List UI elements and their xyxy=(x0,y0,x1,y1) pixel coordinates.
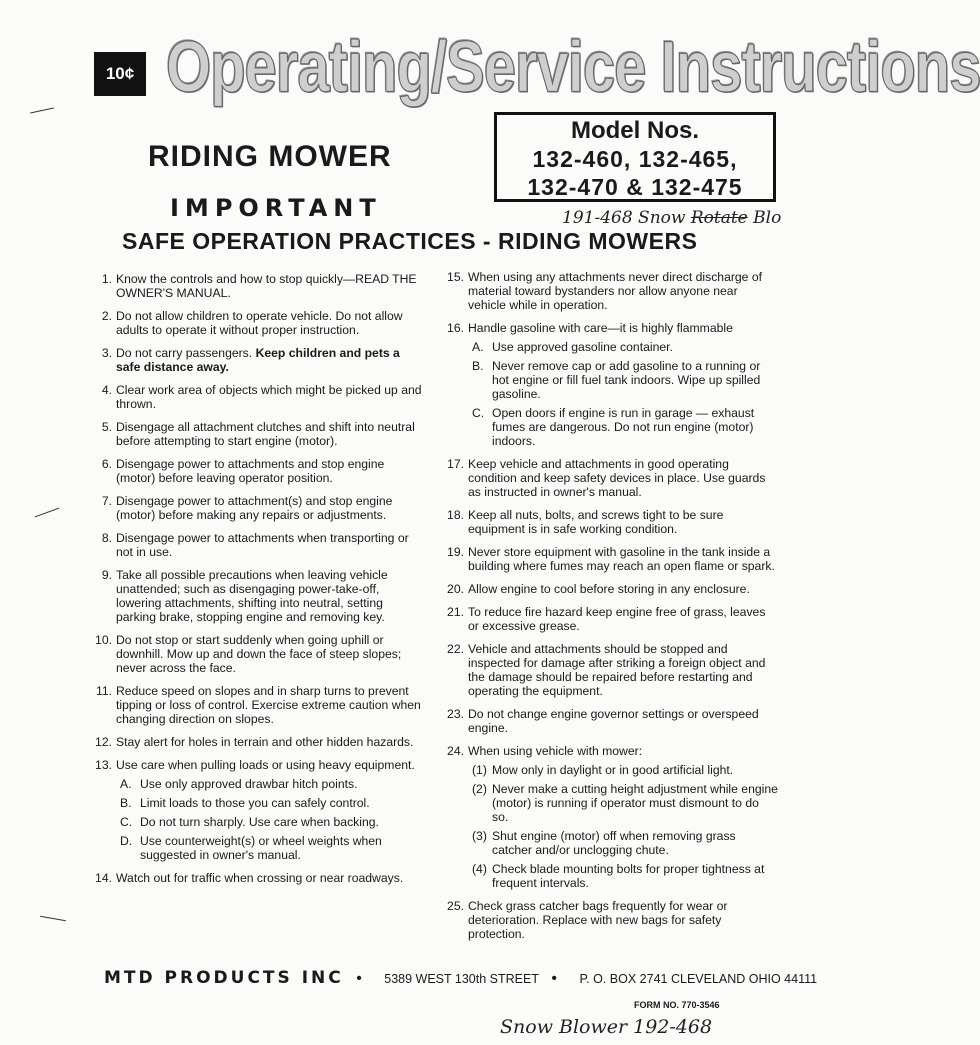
item-text xyxy=(468,582,778,596)
sub-item xyxy=(116,815,424,829)
sub-item-text: Open doors if engine is run in garage — exhaust fumes are dangerous. Do not run engine (motor) indoors. xyxy=(492,406,755,448)
item-number: 8. xyxy=(101,531,112,545)
sub-item xyxy=(468,406,778,448)
sub-item xyxy=(468,763,778,777)
item-number: 6. xyxy=(101,457,112,471)
sub-item xyxy=(116,796,424,810)
item-number: 16. xyxy=(447,321,464,335)
item-text xyxy=(468,605,778,633)
item-text-main: Stay alert for holes in terrain and other hidden hazards. xyxy=(116,735,414,749)
item-text xyxy=(116,531,424,559)
item-text-main: Do not allow children to operate vehicle. Do not allow adults to operate it without proper instruction. xyxy=(116,309,403,337)
product-name: RIDING MOWER xyxy=(148,140,392,173)
list-item xyxy=(92,758,424,862)
bullet-separator: • xyxy=(551,970,558,987)
list-item xyxy=(92,309,424,337)
item-text-main: Vehicle and attachments should be stopped and inspected for damage after striking a foreign object and the damage should be repaired before restarting and operating the equipment. xyxy=(468,642,766,698)
handwritten-note-bottom: Snow Blower 192-468 xyxy=(500,1016,713,1038)
important-label: IMPORTANT xyxy=(170,194,382,222)
sub-item-label: A. xyxy=(472,340,484,354)
sub-item xyxy=(468,862,778,890)
item-text xyxy=(116,346,424,374)
list-item xyxy=(444,605,778,633)
sub-item xyxy=(468,340,778,354)
company-name: MTD PRODUCTS INC xyxy=(104,968,344,988)
item-text-main: Keep vehicle and attachments in good operating condition and keep safety devices in place. Use guards as instructed in owner's manual. xyxy=(468,457,766,499)
model-numbers-box xyxy=(494,112,776,202)
sub-item xyxy=(116,777,424,791)
price-label: 10¢ xyxy=(94,52,146,96)
item-number: 12. xyxy=(95,735,112,749)
list-item xyxy=(92,735,424,749)
item-number: 20. xyxy=(447,582,464,596)
item-text xyxy=(468,270,778,312)
item-number: 13. xyxy=(95,758,112,772)
list-item xyxy=(92,568,424,624)
margin-mark xyxy=(30,108,54,114)
model-line-1: 132-460, 132-465, xyxy=(532,146,738,172)
item-number: 7. xyxy=(101,494,112,508)
item-text-main: To reduce fire hazard keep engine free of grass, leaves or excessive grease. xyxy=(468,605,766,633)
po-box-address: P. O. BOX 2741 CLEVELAND OHIO 44111 xyxy=(579,972,818,986)
item-text xyxy=(116,383,424,411)
item-number: 4. xyxy=(101,383,112,397)
item-text-main: Watch out for traffic when crossing or near roadways. xyxy=(116,871,404,885)
margin-mark xyxy=(35,508,60,518)
item-text xyxy=(116,309,424,337)
sub-item-label: A. xyxy=(120,777,132,791)
model-heading: Model Nos. xyxy=(570,117,699,144)
item-text-main: Disengage power to attachments when transporting or not in use. xyxy=(116,531,409,559)
item-text xyxy=(468,899,778,941)
footer-address xyxy=(104,968,818,988)
item-number: 3. xyxy=(101,346,112,360)
list-item xyxy=(92,684,424,726)
item-text xyxy=(116,871,424,885)
list-item xyxy=(92,420,424,448)
item-number: 23. xyxy=(447,707,464,721)
handwritten-note-struck: Rotate xyxy=(690,208,748,228)
sub-item-label: (1) xyxy=(472,763,487,777)
sub-item-label: (4) xyxy=(472,862,487,876)
item-number: 22. xyxy=(447,642,464,656)
list-item xyxy=(444,899,778,941)
item-text xyxy=(468,744,778,758)
list-item xyxy=(444,582,778,596)
sub-item-text: Use only approved drawbar hitch points. xyxy=(140,777,358,791)
item-text xyxy=(116,633,424,675)
item-number: 19. xyxy=(447,545,464,559)
item-number: 18. xyxy=(447,508,464,522)
item-text xyxy=(468,508,778,536)
sub-item-text: Mow only in daylight or in good artificial light. xyxy=(492,763,734,777)
item-text xyxy=(116,758,424,772)
item-text-main: Never store equipment with gasoline in the tank inside a building where fumes may reach an open flame or spark. xyxy=(468,545,775,573)
street-address: 5389 WEST 130th STREET xyxy=(384,972,539,986)
item-text xyxy=(116,494,424,522)
list-item xyxy=(92,346,424,374)
item-number: 1. xyxy=(101,272,112,286)
item-number: 9. xyxy=(101,568,112,582)
sub-item-text: Use approved gasoline container. xyxy=(492,340,673,354)
sub-item-label: (2) xyxy=(472,782,487,796)
item-text xyxy=(116,272,424,300)
item-text xyxy=(116,457,424,485)
sub-item-label: (3) xyxy=(472,829,487,843)
sub-item-label: B. xyxy=(472,359,484,373)
section-heading: SAFE OPERATION PRACTICES - RIDING MOWERS xyxy=(122,228,698,254)
item-text xyxy=(468,545,778,573)
item-text xyxy=(468,321,778,335)
list-item xyxy=(92,871,424,885)
sub-item-label: C. xyxy=(472,406,485,420)
list-item xyxy=(444,707,778,735)
item-text-main: Handle gasoline with care—it is highly flammable xyxy=(468,321,733,335)
item-text xyxy=(116,684,424,726)
list-item xyxy=(92,272,424,300)
item-number: 21. xyxy=(447,605,464,619)
item-number: 15. xyxy=(447,270,464,284)
item-number: 17. xyxy=(447,457,464,471)
item-text-main: When using any attachments never direct discharge of material toward bystanders nor allow anyone near vehicle while in operation. xyxy=(468,270,763,312)
handwritten-note-suffix: Blo xyxy=(753,208,782,228)
item-text-main: Keep all nuts, bolts, and screws tight to be sure equipment is in safe working condition. xyxy=(468,508,724,536)
item-text xyxy=(116,735,424,749)
sub-item-text: Shut engine (motor) off when removing grass catcher and/or unclogging chute. xyxy=(492,829,736,857)
item-number: 10. xyxy=(95,633,112,647)
item-number: 24. xyxy=(447,744,464,758)
sub-item-text: Limit loads to those you can safely control. xyxy=(140,796,370,810)
item-number: 5. xyxy=(101,420,112,434)
item-text-main: Disengage power to attachments and stop engine (motor) before leaving operator position. xyxy=(116,457,385,485)
sub-item xyxy=(468,782,778,824)
sub-item-text: Never remove cap or add gasoline to a running or hot engine or fill fuel tank indoors. Wipe up spilled gasoline. xyxy=(492,359,761,401)
list-item xyxy=(92,494,424,522)
item-number: 2. xyxy=(101,309,112,323)
item-text-main: When using vehicle with mower: xyxy=(468,744,643,758)
item-text-main: Reduce speed on slopes and in sharp turns to prevent tipping or loss of control. Exercise extreme caution when changing direction on slopes. xyxy=(116,684,421,726)
item-text xyxy=(468,642,778,698)
practices-column-left xyxy=(92,272,424,894)
item-text-main: Do not stop or start suddenly when going uphill or downhill. Mow up and down the face of steep slopes; never across the face. xyxy=(116,633,402,675)
item-text xyxy=(116,568,424,624)
item-text-emphasis: Keep children and pets a safe distance away. xyxy=(116,346,400,374)
sub-item-label: C. xyxy=(120,815,133,829)
item-text-main: Take all possible precautions when leaving vehicle unattended; such as disengaging power-take-off, lowering attachments, shifting into neutral, setting parking brake, stopping engine and removing key. xyxy=(116,568,388,624)
item-text-main: Do not carry passengers. xyxy=(116,346,253,360)
handwritten-note-prefix: 191-468 Snow xyxy=(562,208,686,228)
form-number: FORM NO. 770-3546 xyxy=(634,1000,720,1010)
sub-item-label: B. xyxy=(120,796,132,810)
sub-item-label: D. xyxy=(120,834,133,848)
handwritten-note-top xyxy=(562,208,781,228)
sub-item-text: Check blade mounting bolts for proper tightness at frequent intervals. xyxy=(492,862,765,890)
document-title: Operating/Service Instructions xyxy=(166,26,980,108)
item-number: 14. xyxy=(95,871,112,885)
margin-mark xyxy=(40,916,66,921)
practices-column-right xyxy=(444,270,778,950)
list-item xyxy=(444,270,778,312)
item-text-main: Check grass catcher bags frequently for wear or deterioration. Replace with new bags for safety protection. xyxy=(468,899,728,941)
sub-item xyxy=(116,834,424,862)
item-text-main: Use care when pulling loads or using heavy equipment. xyxy=(116,758,415,772)
list-item xyxy=(92,457,424,485)
list-item xyxy=(444,545,778,573)
sub-item-text: Use counterweight(s) or wheel weights when suggested in owner's manual. xyxy=(140,834,382,862)
item-number: 11. xyxy=(95,684,112,698)
list-item xyxy=(444,744,778,890)
sub-item xyxy=(468,829,778,857)
list-item xyxy=(92,383,424,411)
item-text-main: Do not change engine governor settings or overspeed engine. xyxy=(468,707,759,735)
model-line-2: 132-470 & 132-475 xyxy=(527,174,743,200)
item-number: 25. xyxy=(447,899,464,913)
item-text-main: Disengage all attachment clutches and shift into neutral before attempting to start engine (motor). xyxy=(116,420,415,448)
item-text-main: Allow engine to cool before storing in any enclosure. xyxy=(468,582,750,596)
list-item xyxy=(444,508,778,536)
item-text xyxy=(468,457,778,499)
sub-item-text: Do not turn sharply. Use care when backing. xyxy=(140,815,379,829)
list-item xyxy=(444,321,778,448)
item-text-main: Clear work area of objects which might be picked up and thrown. xyxy=(116,383,422,411)
item-text xyxy=(468,707,778,735)
list-item xyxy=(444,642,778,698)
item-text xyxy=(116,420,424,448)
list-item xyxy=(92,531,424,559)
item-text-main: Disengage power to attachment(s) and stop engine (motor) before making any repairs or adjustments. xyxy=(116,494,393,522)
list-item xyxy=(444,457,778,499)
list-item xyxy=(92,633,424,675)
sub-item-text: Never make a cutting height adjustment while engine (motor) is running if operator must dismount to do so. xyxy=(492,782,778,824)
sub-item xyxy=(468,359,778,401)
item-text-main: Know the controls and how to stop quickly—READ THE OWNER'S MANUAL. xyxy=(116,272,417,300)
bullet-separator: • xyxy=(356,970,362,987)
